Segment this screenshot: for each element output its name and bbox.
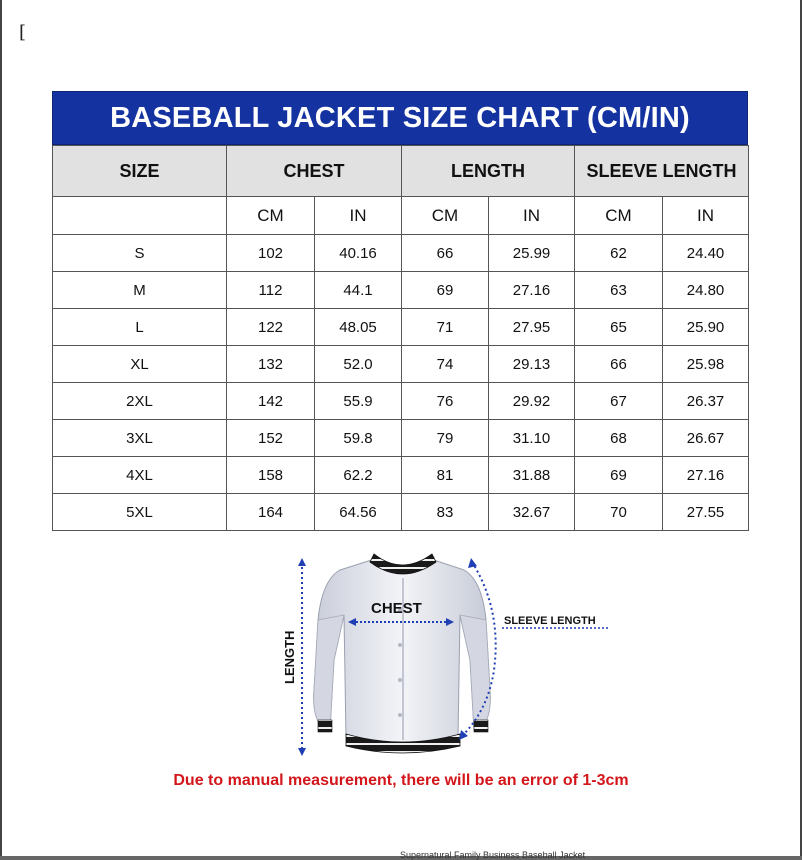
header-sleeve-length: SLEEVE LENGTH (575, 146, 749, 197)
size-chart (52, 91, 748, 531)
cell-size: M (53, 272, 227, 309)
cell-size: XL (53, 346, 227, 383)
stray-bracket: [ (19, 22, 27, 43)
cell-size: L (53, 309, 227, 346)
table-body (53, 235, 749, 531)
unit-sleeve-in: IN (663, 197, 749, 235)
cell-size: 2XL (53, 383, 227, 420)
cell-chest-cm: 158 (227, 457, 315, 494)
header-chest: CHEST (227, 146, 402, 197)
size-table (52, 145, 749, 531)
cell-sleeve-cm: 67 (575, 383, 663, 420)
cell-sleeve-cm: 69 (575, 457, 663, 494)
page-left-border (0, 0, 2, 860)
table-row (53, 457, 749, 494)
cell-sleeve-cm: 63 (575, 272, 663, 309)
cell-chest-cm: 122 (227, 309, 315, 346)
cell-sleeve-cm: 70 (575, 494, 663, 531)
cell-length-in: 25.99 (489, 235, 575, 272)
cell-size: 4XL (53, 457, 227, 494)
cell-sleeve-in: 24.40 (663, 235, 749, 272)
cell-length-cm: 71 (402, 309, 489, 346)
cell-chest-cm: 152 (227, 420, 315, 457)
cell-length-cm: 74 (402, 346, 489, 383)
cell-chest-in: 62.2 (315, 457, 402, 494)
cell-length-in: 27.95 (489, 309, 575, 346)
cell-size: 5XL (53, 494, 227, 531)
measurement-note: Due to manual measurement, there will be an error of 1-3cm (173, 772, 629, 789)
cell-chest-in: 59.8 (315, 420, 402, 457)
cell-chest-cm: 102 (227, 235, 315, 272)
cell-length-in: 32.67 (489, 494, 575, 531)
unit-length-in: IN (489, 197, 575, 235)
unit-chest-cm: CM (227, 197, 315, 235)
header-row (53, 146, 749, 197)
table-row (53, 420, 749, 457)
cell-sleeve-cm: 65 (575, 309, 663, 346)
unit-row (53, 197, 749, 235)
cell-chest-in: 48.05 (315, 309, 402, 346)
cell-sleeve-in: 27.55 (663, 494, 749, 531)
cell-size: S (53, 235, 227, 272)
cell-chest-in: 64.56 (315, 494, 402, 531)
cell-length-in: 29.92 (489, 383, 575, 420)
cell-chest-in: 40.16 (315, 235, 402, 272)
header-size: SIZE (53, 146, 227, 197)
cell-sleeve-cm: 62 (575, 235, 663, 272)
chest-label: CHEST (371, 600, 422, 617)
cell-chest-cm: 132 (227, 346, 315, 383)
jacket-illustration (314, 554, 491, 753)
bottom-cut-text: Supernatural Family Business Baseball Jacket (400, 850, 586, 860)
table-row (53, 309, 749, 346)
cell-chest-cm: 112 (227, 272, 315, 309)
header-length: LENGTH (402, 146, 575, 197)
cell-sleeve-in: 26.37 (663, 383, 749, 420)
cell-length-in: 29.13 (489, 346, 575, 383)
cell-sleeve-cm: 68 (575, 420, 663, 457)
unit-sleeve-cm: CM (575, 197, 663, 235)
cell-length-cm: 66 (402, 235, 489, 272)
cell-length-in: 31.10 (489, 420, 575, 457)
cell-sleeve-in: 26.67 (663, 420, 749, 457)
cell-chest-in: 55.9 (315, 383, 402, 420)
cell-sleeve-in: 25.98 (663, 346, 749, 383)
cell-chest-cm: 164 (227, 494, 315, 531)
cell-sleeve-in: 27.16 (663, 457, 749, 494)
cell-size: 3XL (53, 420, 227, 457)
cell-chest-cm: 142 (227, 383, 315, 420)
length-measure-line (298, 558, 306, 756)
cell-chest-in: 52.0 (315, 346, 402, 383)
unit-chest-in: IN (315, 197, 402, 235)
table-row (53, 235, 749, 272)
table-row (53, 383, 749, 420)
cell-sleeve-cm: 66 (575, 346, 663, 383)
table-row (53, 346, 749, 383)
cell-length-cm: 76 (402, 383, 489, 420)
length-label: LENGTH (282, 630, 297, 684)
cell-sleeve-in: 25.90 (663, 309, 749, 346)
cell-length-in: 31.88 (489, 457, 575, 494)
chart-title: BASEBALL JACKET SIZE CHART (CM/IN) (52, 91, 748, 145)
unit-length-cm: CM (402, 197, 489, 235)
sleeve-length-label: SLEEVE LENGTH (504, 615, 596, 627)
table-row (53, 494, 749, 531)
cell-length-cm: 81 (402, 457, 489, 494)
unit-blank (53, 197, 227, 235)
cell-length-cm: 83 (402, 494, 489, 531)
cell-chest-in: 44.1 (315, 272, 402, 309)
cell-length-cm: 79 (402, 420, 489, 457)
jacket-diagram (270, 540, 630, 770)
table-row (53, 272, 749, 309)
cell-sleeve-in: 24.80 (663, 272, 749, 309)
cell-length-in: 27.16 (489, 272, 575, 309)
cell-length-cm: 69 (402, 272, 489, 309)
